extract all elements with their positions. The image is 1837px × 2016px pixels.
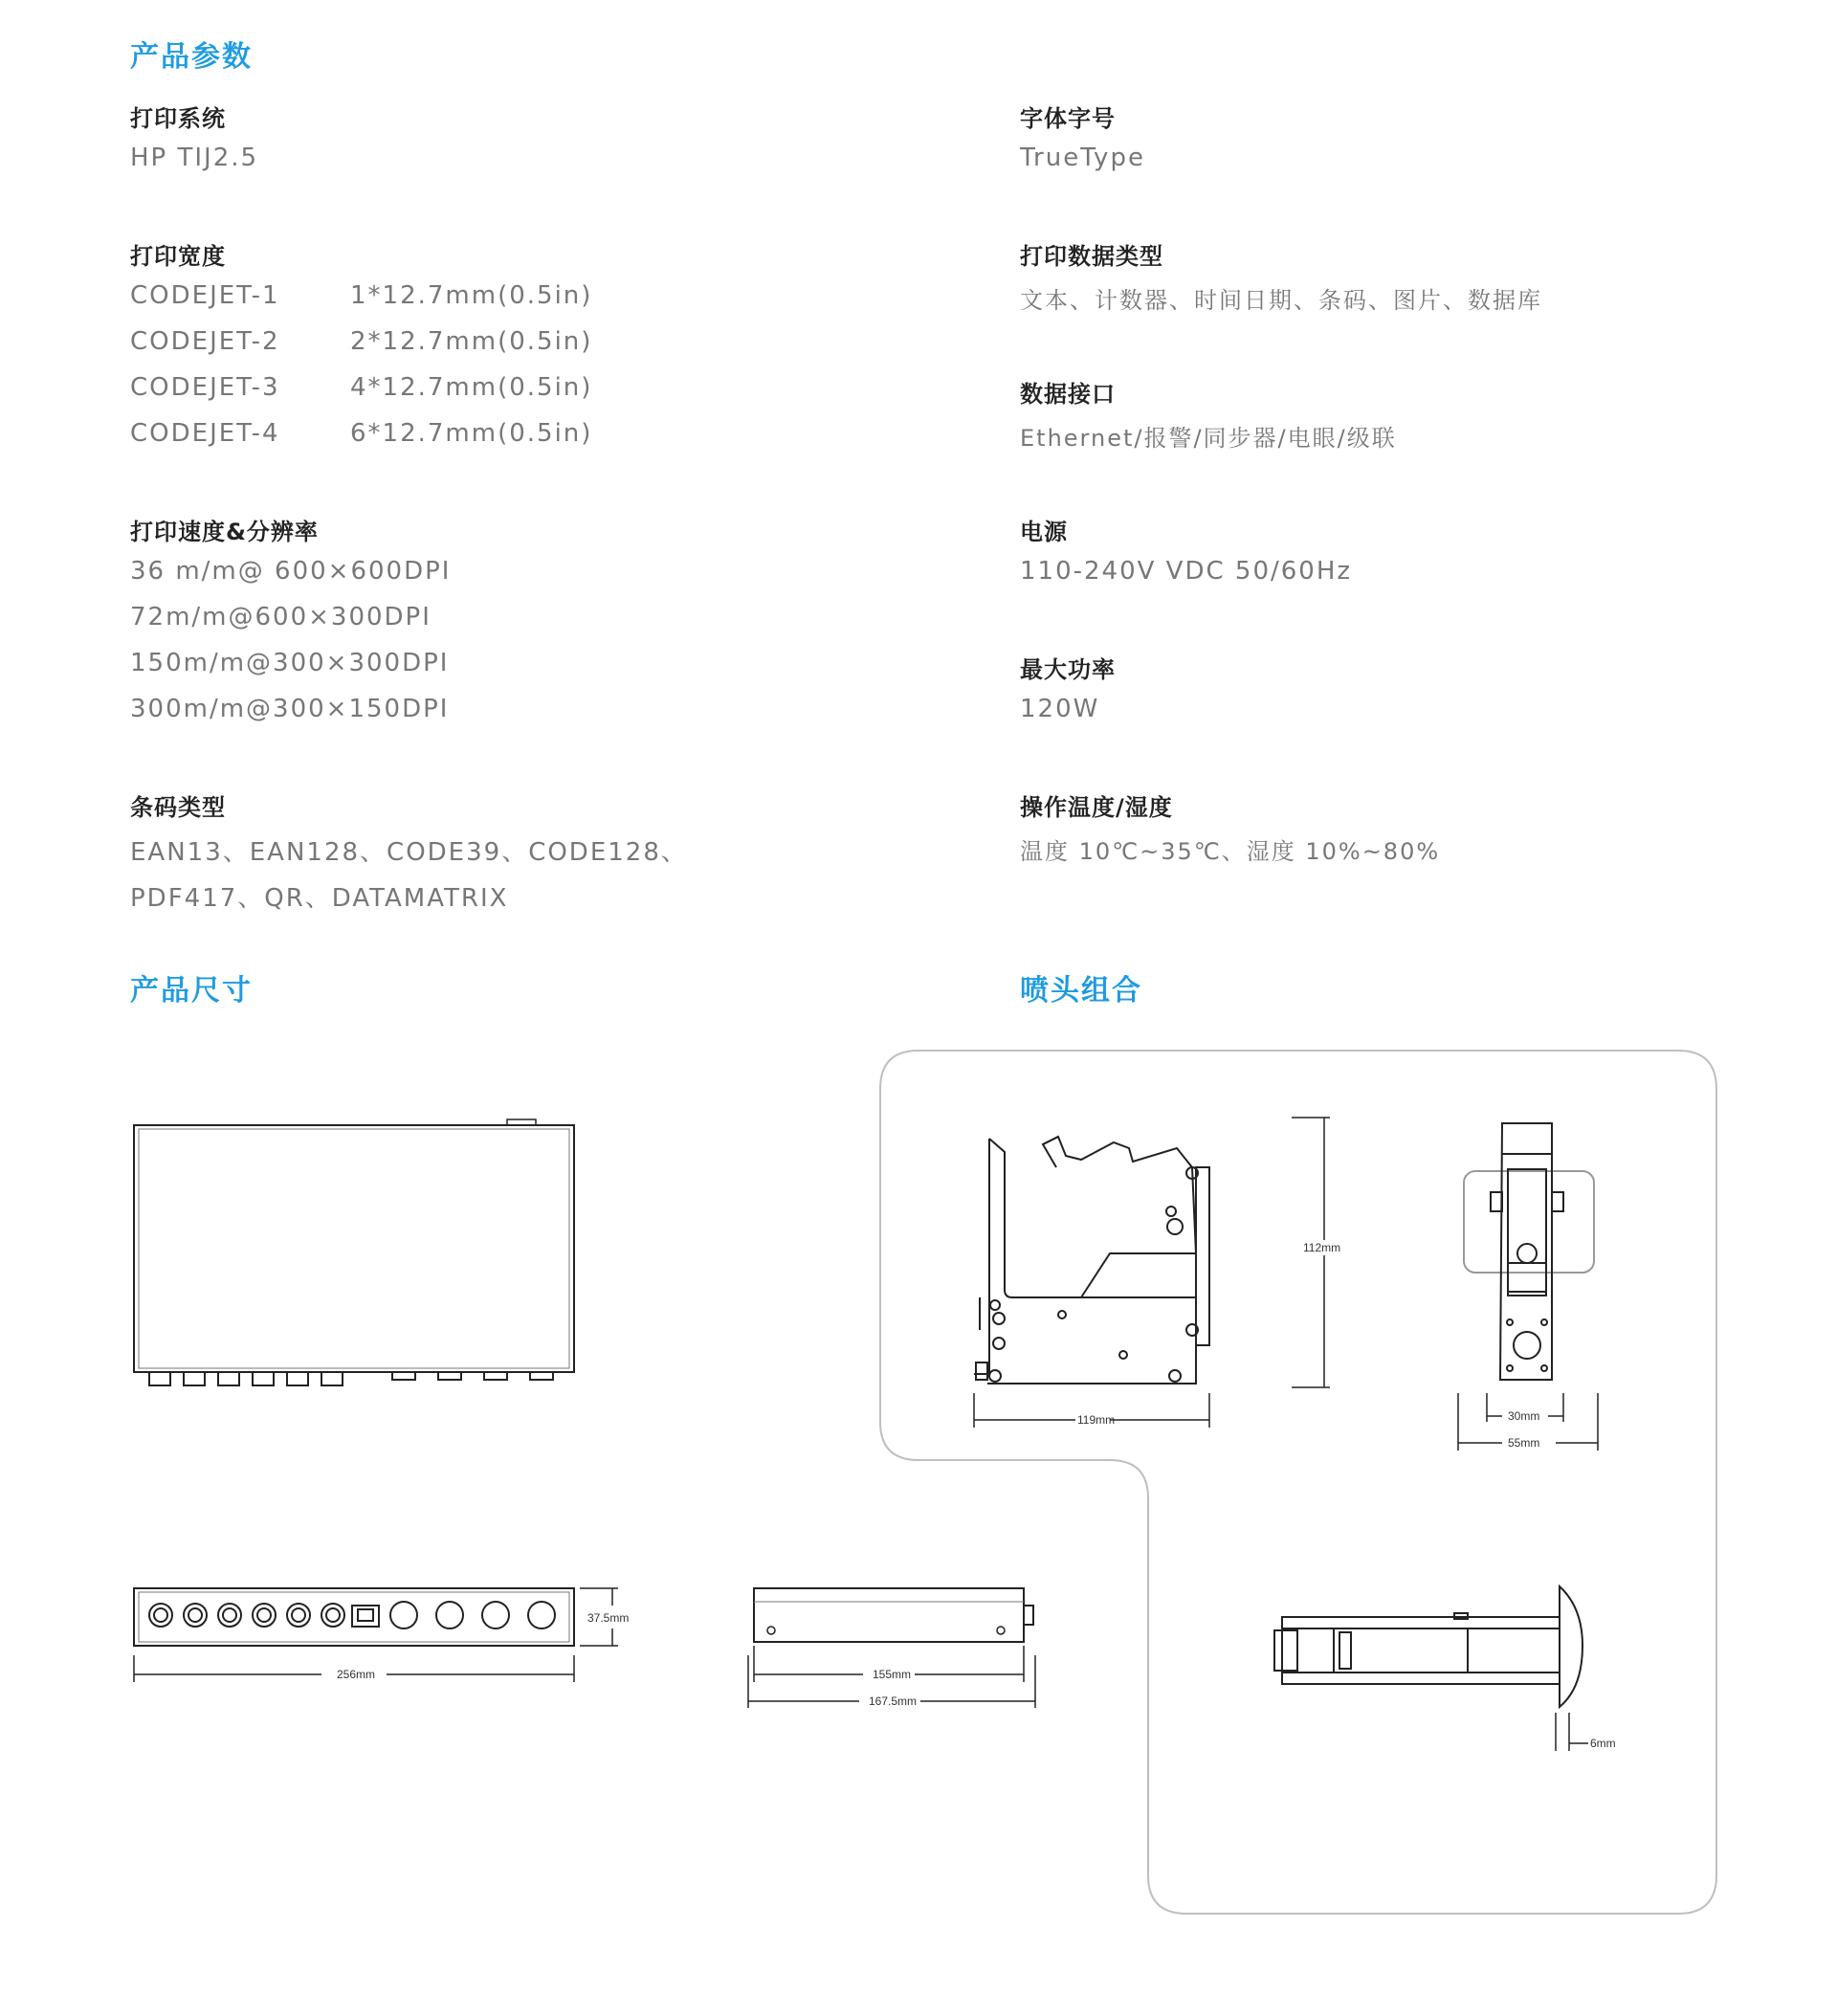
speed-value-1: 36 m/m@ 600×600DPI: [130, 557, 452, 586]
value-font: TrueType: [1020, 144, 1145, 172]
controller-side-view-drawing: [746, 1579, 1052, 1722]
value-data-type: 文本、计数器、时间日期、条码、图片、数据库: [1020, 287, 1542, 314]
speed-value-4: 300m/m@300×150DPI: [130, 695, 450, 723]
section-title-params: 产品参数: [130, 40, 253, 74]
barcode-value-1: EAN13、EAN128、CODE39、CODE128、: [130, 838, 688, 867]
nozzle-top-view-drawing: [1263, 1579, 1627, 1761]
section-title-size: 产品尺寸: [130, 974, 253, 1008]
dim-nozzle-depth-30: 30mm: [1508, 1409, 1540, 1423]
value-power: 110-240V VDC 50/60Hz: [1020, 557, 1353, 586]
label-temp: 操作温度/湿度: [1020, 794, 1173, 821]
print-width-value-3: 4*12.7mm(0.5in): [350, 373, 593, 402]
label-speed: 打印速度&分辨率: [130, 519, 319, 545]
label-interface: 数据接口: [1020, 381, 1116, 408]
print-width-model-3: CODEJET-3: [130, 373, 280, 402]
print-width-model-1: CODEJET-1: [130, 281, 280, 310]
controller-top-view-drawing: [130, 1118, 589, 1395]
print-width-model-2: CODEJET-2: [130, 327, 280, 356]
print-width-value-1: 1*12.7mm(0.5in): [350, 281, 593, 310]
label-print-width: 打印宽度: [130, 243, 226, 270]
label-data-type: 打印数据类型: [1020, 243, 1163, 270]
value-interface: Ethernet/报警/同步器/电眼/级联: [1020, 425, 1397, 452]
dim-length-167-5: 167.5mm: [869, 1695, 918, 1708]
value-print-system: HP TIJ2.5: [130, 144, 259, 172]
print-width-value-4: 6*12.7mm(0.5in): [350, 419, 593, 448]
dim-nozzle-width: 119mm: [1077, 1413, 1116, 1427]
label-barcode: 条码类型: [130, 794, 226, 821]
value-temp: 温度 10℃~35℃、湿度 10%~80%: [1020, 838, 1441, 865]
section-title-nozzle: 喷头组合: [1020, 974, 1142, 1008]
controller-front-view-drawing: [130, 1579, 647, 1703]
dim-length-155: 155mm: [873, 1668, 912, 1681]
dim-height-controller: 37.5mm: [587, 1611, 630, 1625]
label-print-system: 打印系统: [130, 105, 226, 132]
print-width-model-4: CODEJET-4: [130, 419, 280, 448]
nozzle-side-view-drawing: [966, 1110, 1349, 1435]
dim-nozzle-offset: 6mm: [1590, 1737, 1616, 1750]
speed-value-3: 150m/m@300×300DPI: [130, 649, 450, 677]
print-width-value-2: 2*12.7mm(0.5in): [350, 327, 593, 356]
nozzle-front-view-drawing: [1445, 1110, 1617, 1454]
label-max-power: 最大功率: [1020, 656, 1116, 683]
label-power: 电源: [1020, 519, 1068, 545]
speed-value-2: 72m/m@600×300DPI: [130, 603, 432, 631]
dim-width-controller: 256mm: [337, 1668, 376, 1681]
dim-nozzle-depth-55: 55mm: [1508, 1436, 1540, 1450]
dim-nozzle-height: 112mm: [1303, 1241, 1341, 1254]
value-max-power: 120W: [1020, 695, 1100, 723]
barcode-value-2: PDF417、QR、DATAMATRIX: [130, 884, 509, 913]
label-font: 字体字号: [1020, 105, 1116, 132]
